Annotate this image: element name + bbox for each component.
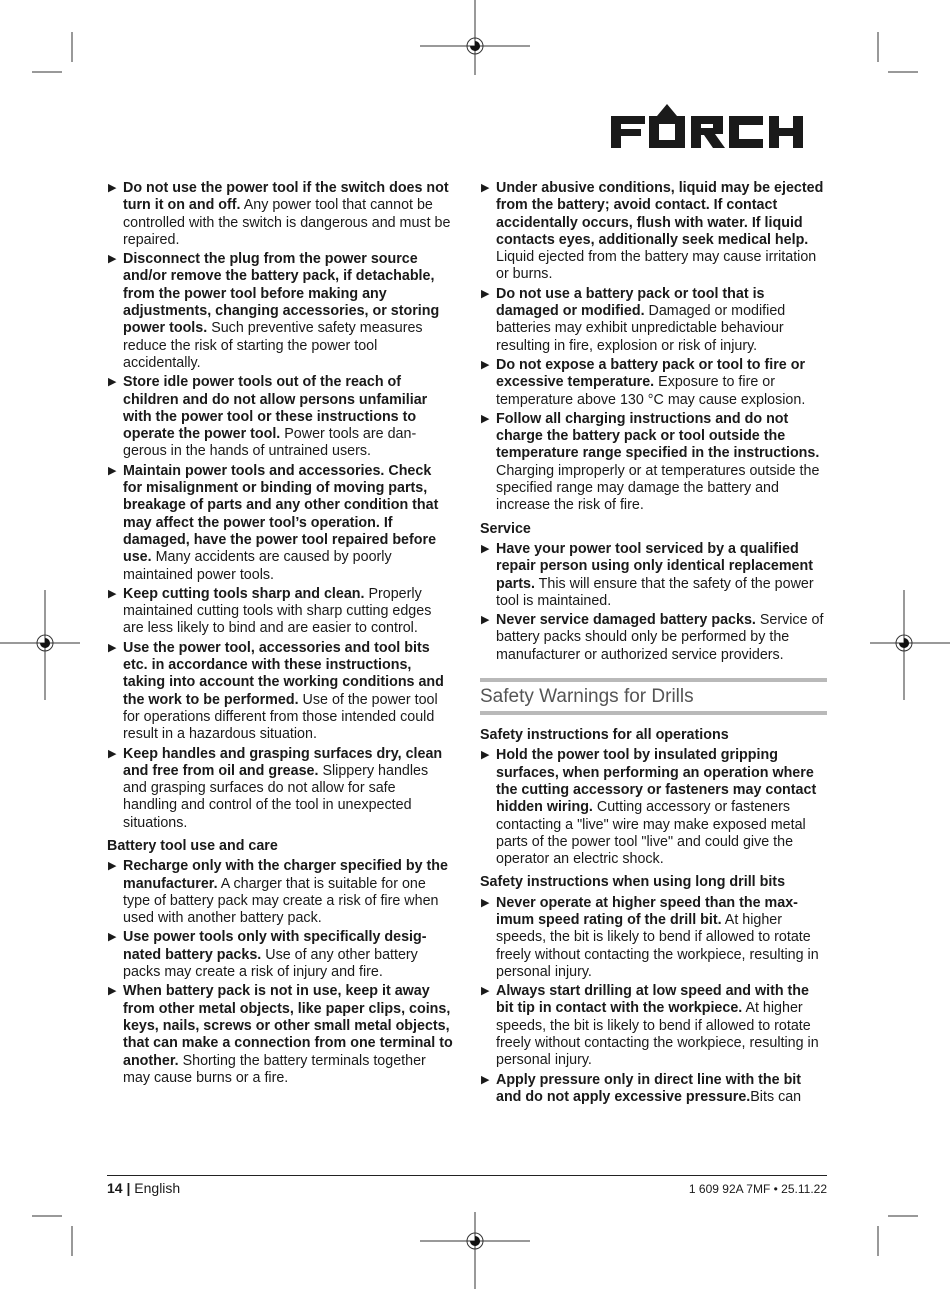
general-safety-list <box>107 180 453 832</box>
item-text: A charger that is suitable for one type of battery pack may create a risk of fire when used with another battery pack. <box>123 875 439 927</box>
page-number: 14 <box>107 1180 123 1196</box>
item-bold: Never operate at higher speed than the maximum speed rating of the drill bit. <box>496 894 798 928</box>
list-item <box>107 983 453 1087</box>
list-item <box>107 251 453 372</box>
battery-safety-list-continued <box>480 180 827 515</box>
item-text: Slippery handles and grasping surfaces do not allow for safe handling and control of the tool in unexpected situations. <box>123 762 429 831</box>
list-item <box>480 747 827 868</box>
list-item <box>480 983 827 1069</box>
item-text: Charging improperly or at temperatures outside the specified range may damage the battery and increase the risk of fire. <box>496 462 820 514</box>
item-text: Properly maintained cutting tools with sharp cutting edges are less likely to bind and are easier to control. <box>123 585 432 637</box>
item-text: Shorting the battery terminals together may cause burns or a fire. <box>123 1052 426 1086</box>
item-bold: Never service damaged battery packs. <box>496 612 756 629</box>
list-item <box>107 586 453 638</box>
long-drill-bits-list <box>480 895 827 1107</box>
item-text: Bits can <box>750 1088 802 1105</box>
list-item <box>480 1072 827 1107</box>
list-item <box>480 286 827 355</box>
item-text: Cutting accessory or fasteners contacting a "live" wire may make exposed metal parts of the power tool "live" and could give the operator an electric shock. <box>496 799 806 868</box>
footer-separator: | <box>126 1180 131 1196</box>
item-bold: Apply pressure only in direct line with the bit and do not apply excessive pressure. <box>496 1071 802 1105</box>
item-bold: Under abusive conditions, liquid may be ejected from the battery; avoid contact. If contact accidentally occurs, flush with water. If liquid contacts eyes, additionally seek medical help. <box>496 180 824 248</box>
item-text: This will ensure that the safety of the power tool is maintained. <box>496 575 814 609</box>
item-bold: Keep cutting tools sharp and clean. <box>123 585 365 602</box>
forch-logo <box>611 104 827 148</box>
item-bold: Follow all charging instructions and do not charge the battery pack or tool outside the temperature range specified in the instructions. <box>496 410 820 462</box>
list-item <box>480 895 827 981</box>
item-bold: Use power tools only with specifically designated battery packs. <box>123 929 427 963</box>
item-bold: Disconnect the plug from the power source and/or remove the battery pack, if detachable, from the power tool before making any adjustments, changing accessories, or storing power tools. <box>123 251 440 337</box>
list-item <box>107 463 453 584</box>
item-text: Any power tool that cannot be controlled with the switch is dangerous and must be repaired. <box>123 197 451 248</box>
list-item <box>107 640 453 744</box>
item-bold: When battery pack is not in use, keep it away from other metal objects, like paper clips, coins, keys, nails, screws or other small metal objects, that can make a connection from one terminal to another. <box>123 983 453 1069</box>
item-bold: Do not expose a battery pack or tool to fire or excessive temperature. <box>496 356 806 391</box>
service-list <box>480 541 827 664</box>
battery-safety-list <box>107 858 453 1087</box>
list-item <box>107 929 453 981</box>
document-code: 1 609 92A 7MF • 25.11.22 <box>688 1182 827 1196</box>
item-bold: Do not use the power tool if the switch does not turn it on and off. <box>123 180 449 214</box>
language-label: English <box>134 1180 181 1196</box>
item-text: Damaged or modified batteries may exhibit unpredictable behaviour resulting in fire, explosion or risk of injury. <box>496 303 786 354</box>
item-text: At higher speeds, the bit is likely to bend if allowed to rotate freely without contacting the workpiece, resulting in personal injury. <box>496 1000 819 1069</box>
item-bold: Always start drilling at low speed and with the bit tip in contact with the workpiece. <box>496 983 809 1017</box>
item-text: Power tools are dangerous in the hands of untrained users. <box>123 426 417 460</box>
list-item <box>480 357 827 409</box>
item-bold: Have your power tool serviced by a qualified repair person using only identical replacement parts. <box>496 540 814 592</box>
item-text: Such preventive safety measures reduce the risk of starting the power tool accidentally. <box>123 320 423 371</box>
item-text: Use of the power tool for operations different from those intended could result in a hazardous situation. <box>123 691 438 743</box>
item-text: Service of battery packs should only be performed by the manufacturer or authorized service providers. <box>496 612 824 663</box>
all-operations-heading: Safety instructions for all operations <box>480 727 729 744</box>
item-text: Exposure to fire or temperature above 130 °C may cause explosion. <box>496 374 806 408</box>
list-item <box>480 541 827 610</box>
list-item <box>107 746 453 832</box>
item-bold: Do not use a battery pack or tool that is damaged or modified. <box>496 285 765 320</box>
page-number-block <box>107 1180 180 1196</box>
item-text: Many accidents are caused by poorly maintained power tools. <box>123 549 392 583</box>
item-bold: Use the power tool, accessories and tool bits etc. in accordance with these instructions, taking into account the working conditions and the work to be performed. <box>123 639 444 708</box>
list-item <box>480 612 827 664</box>
list-item <box>107 374 453 460</box>
item-bold: Hold the power tool by insulated gripping surfaces, when performing an operation where the cutting accessory or fasteners may contact hidden wiring. <box>496 747 817 816</box>
list-item <box>107 180 453 249</box>
item-bold: Recharge only with the charger specified by the manufacturer. <box>123 858 448 892</box>
item-text: Liquid ejected from the battery may cause irritation or burns. <box>496 249 817 283</box>
left-column <box>107 180 453 1089</box>
list-item <box>480 180 827 284</box>
item-text: Use of any other battery packs may create a risk of injury and fire. <box>123 946 418 981</box>
item-bold: Store idle power tools out of the reach of children and do not allow persons unfamiliar with the power tool or these instructions to operate the power tool. <box>123 374 428 443</box>
drills-section-title: Safety Warnings for Drills <box>480 678 827 715</box>
service-heading: Service <box>480 520 531 537</box>
battery-section-heading: Battery tool use and care <box>107 837 278 854</box>
item-bold: Keep handles and grasping surfaces dry, clean and free from oil and grease. <box>123 745 443 779</box>
all-operations-list <box>480 747 827 868</box>
item-text: At higher speeds, the bit is likely to bend if allowed to rotate freely without contacting the workpiece, resulting in personal injury. <box>496 911 819 980</box>
long-drill-bits-heading: Safety instructions when using long drill bits <box>480 874 786 891</box>
page-footer <box>107 1175 827 1196</box>
item-bold: Maintain power tools and accessories. Check for misalignment or binding of moving parts, breakage of parts and any other condition that may affect the power tool’s operation. If damaged, have the power tool repaired before use. <box>123 462 439 566</box>
list-item <box>480 411 827 515</box>
list-item <box>107 858 453 927</box>
right-column <box>480 180 827 1108</box>
